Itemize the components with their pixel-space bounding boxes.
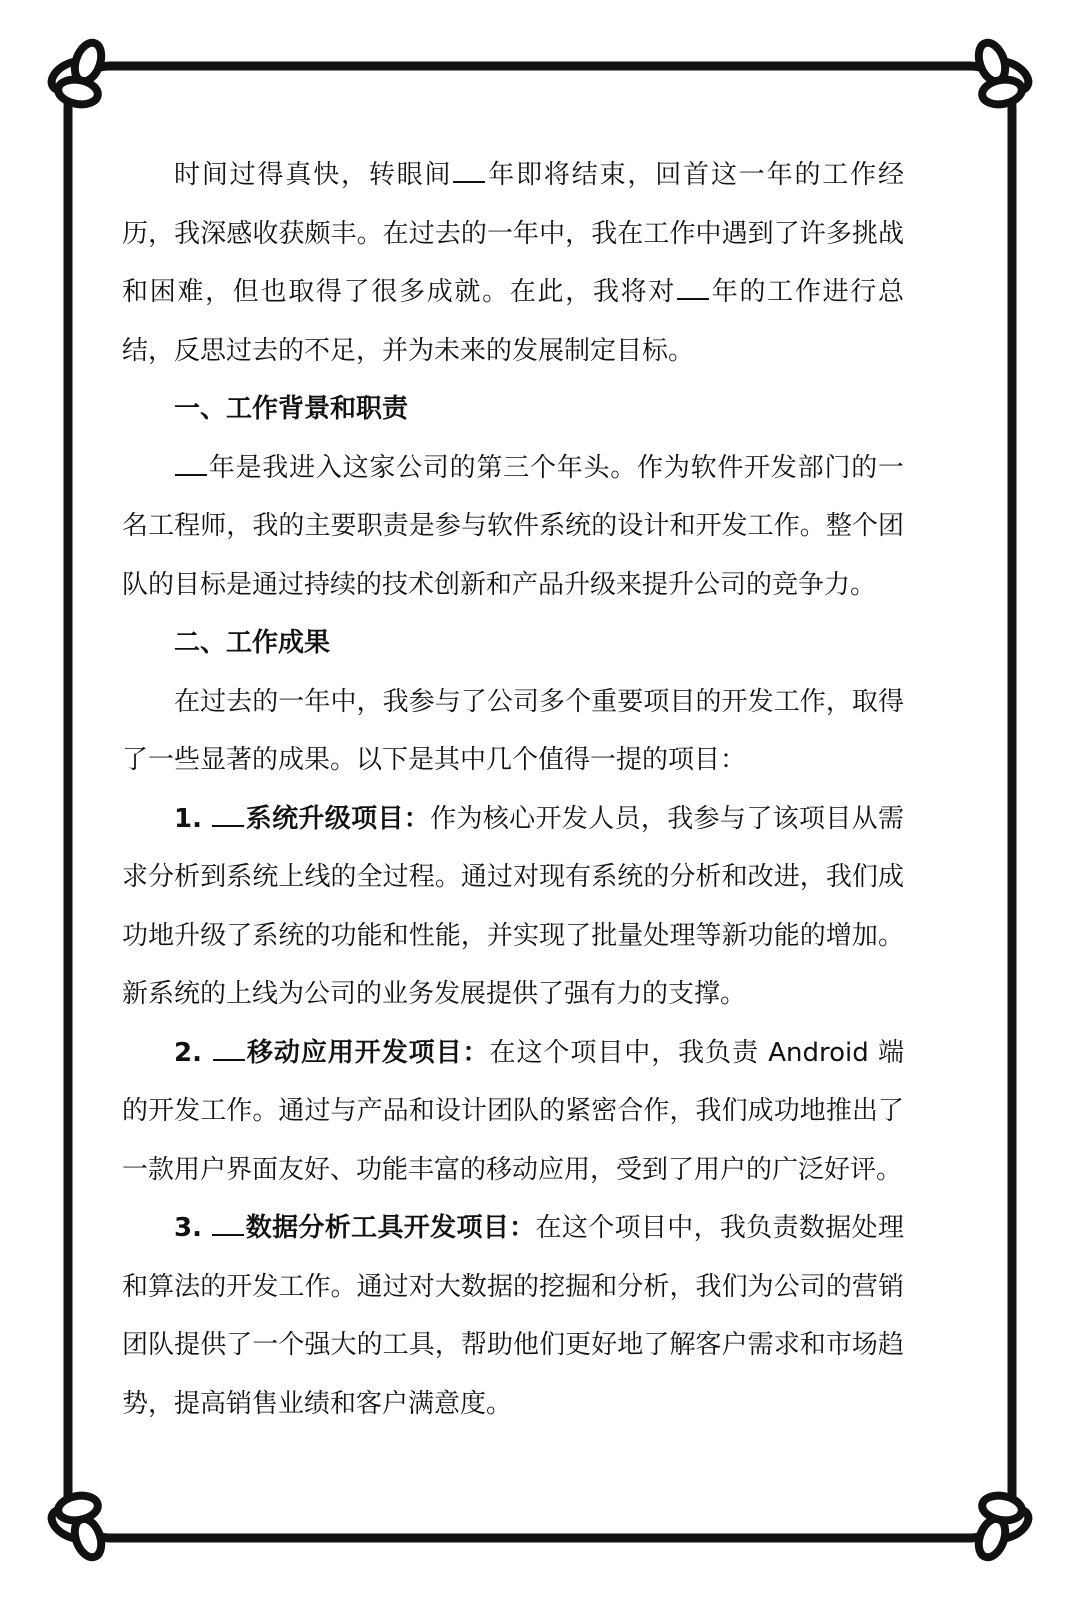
fill-blank: [212, 807, 244, 827]
document-body: [122, 146, 904, 1433]
section-heading-achievements: 二、工作成果: [174, 628, 331, 658]
section-heading-background: 一、工作背景和职责: [174, 394, 409, 424]
fill-blank: [453, 163, 485, 183]
corner-ornament-bottom-left: [47, 1493, 106, 1561]
project-item-1: 1. 系统升级项目：作为核心开发人员，我参与了该项目从需求分析到系统上线的全过程。通过对现有系统的分析和改进，我们成功地升级了系统的功能和性能，并实现了批量处理等新功能的增加。新系统的上线为公司的业务发展提供了强有力的支撑。: [122, 803, 904, 1009]
intro-paragraph: 时间过得真快，转眼间 年即将结束，回首这一年的工作经历，我深感收获颇丰。在过去的一年中，我在工作中遇到了许多挑战和困难，但也取得了很多成就。在此，我将对 年的工作进行总结，反思过去的不足，并为未来的发展制定目标。: [122, 160, 904, 366]
corner-ornament-top-left: [47, 39, 106, 107]
fill-blank: [677, 280, 709, 300]
fill-blank: [175, 456, 207, 476]
project-item-2: 2. 移动应用开发项目：在这个项目中，我负责 Android 端的开发工作。通过与产品和设计团队的紧密合作，我们成功地推出了一款用户界面友好、功能丰富的移动应用，受到了用户的广泛好评。: [122, 1037, 904, 1185]
project-item-3: 3. 数据分析工具开发项目：在这个项目中，我负责数据处理和算法的开发工作。通过对大数据的挖掘和分析，我们为公司的营销团队提供了一个强大的工具，帮助他们更好地了解客户需求和市场趋势，提高销售业绩和客户满意度。: [122, 1213, 904, 1419]
background-paragraph: 年是我进入这家公司的第三个年头。作为软件开发部门的一名工程师，我的主要职责是参与软件系统的设计和开发工作。整个团队的目标是通过持续的技术创新和产品升级来提升公司的竞争力。: [122, 452, 904, 600]
fill-blank: [213, 1041, 245, 1061]
fill-blank: [212, 1216, 244, 1236]
achievements-intro-paragraph: 在过去的一年中，我参与了公司多个重要项目的开发工作，取得了一些显著的成果。以下是其中几个值得一提的项目：: [122, 686, 904, 775]
corner-ornament-bottom-right: [974, 1493, 1033, 1561]
corner-ornament-top-right: [974, 39, 1033, 107]
